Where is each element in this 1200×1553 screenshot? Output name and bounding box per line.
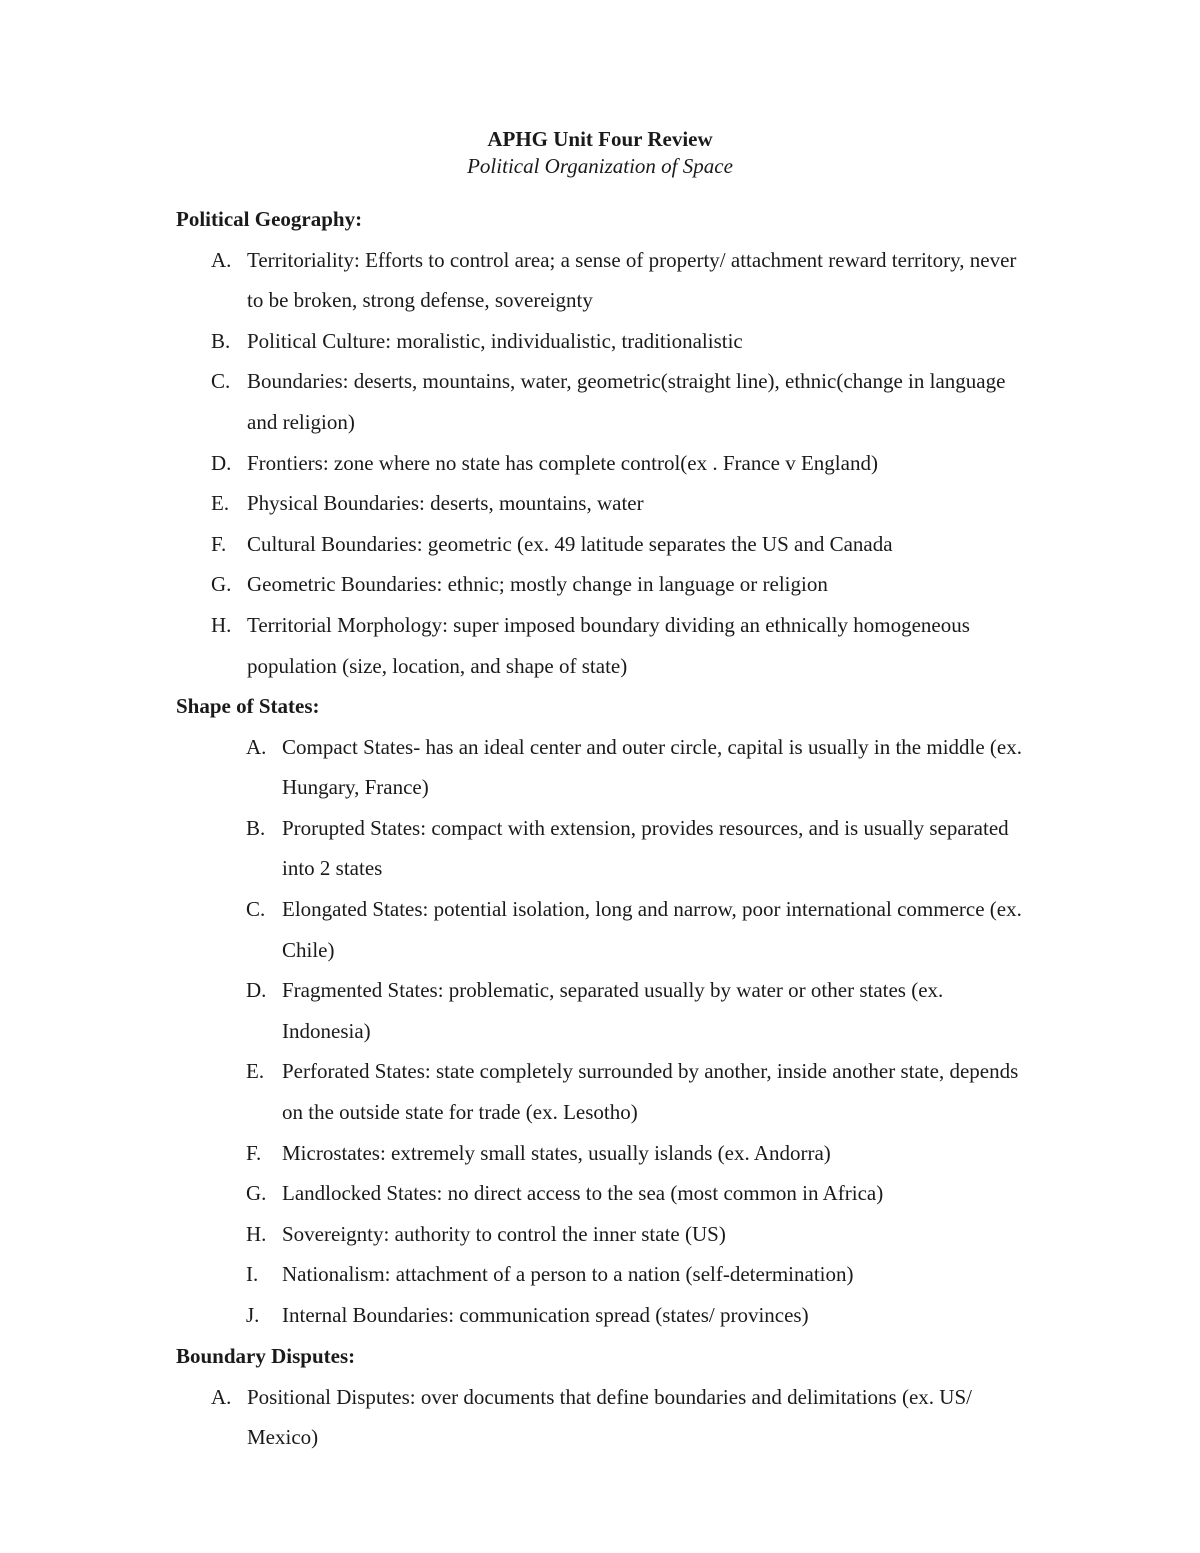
list-item-text: Elongated States: potential isolation, long and narrow, poor international commerce (ex. Chile) <box>282 896 1022 962</box>
list-item <box>176 483 1027 524</box>
section-heading: Political Geography: <box>176 207 363 231</box>
list-item <box>176 1214 1022 1255</box>
list-item-text: Geometric Boundaries: ethnic; mostly change in language or religion <box>247 572 828 597</box>
list-item-text: Cultural Boundaries: geometric (ex. 49 latitude separates the US and Canada <box>247 531 893 556</box>
list-marker: H. <box>246 1221 267 1246</box>
list-marker: D. <box>246 978 267 1003</box>
list-marker: I. <box>246 1262 259 1287</box>
list-marker: A. <box>211 1384 232 1409</box>
list-item <box>176 524 1027 565</box>
list-item-text: Perforated States: state completely surrounded by another, inside another state, depends on the outside state for trade (ex. Lesotho) <box>282 1059 1019 1124</box>
section-political-geography <box>176 199 1140 686</box>
list-item <box>176 889 1022 970</box>
list-marker: D. <box>211 450 232 475</box>
section-heading: Boundary Disputes: <box>176 1344 356 1368</box>
list-marker: G. <box>246 1181 267 1206</box>
list-item <box>176 564 1027 605</box>
document-subtitle: Political Organization of Space <box>467 154 733 178</box>
list-item <box>176 1133 1022 1174</box>
list-marker: C. <box>246 896 266 921</box>
list-item <box>176 361 1027 442</box>
list-marker: J. <box>246 1302 260 1327</box>
item-list <box>176 727 1140 1336</box>
list-item-text: Political Culture: moralistic, individualistic, traditionalistic <box>247 328 743 353</box>
list-item-text: Prorupted States: compact with extension, provides resources, and is usually separated into 2 states <box>282 815 1009 881</box>
list-item <box>176 1051 1022 1132</box>
list-item <box>176 1377 1037 1458</box>
section-heading: Shape of States: <box>176 694 320 718</box>
list-item-text: Landlocked States: no direct access to the sea (most common in Africa) <box>282 1181 884 1206</box>
section-shape-of-states <box>176 686 1140 1336</box>
list-item-text: Territoriality: Efforts to control area; a sense of property/ attachment reward territory, never to be broken, strong defense, sovereignty <box>247 247 1017 313</box>
list-item <box>176 443 1027 484</box>
list-item <box>176 321 1027 362</box>
list-item <box>176 727 1022 808</box>
list-marker: B. <box>211 328 231 353</box>
list-item-text: Boundaries: deserts, mountains, water, geometric(straight line), ethnic(change in language and religion) <box>247 369 1006 434</box>
list-item-text: Fragmented States: problematic, separated usually by water or other states (ex. Indonesia) <box>282 978 944 1043</box>
list-marker: E. <box>211 491 230 516</box>
list-marker: A. <box>246 734 267 759</box>
list-marker: F. <box>211 531 227 556</box>
list-item-text: Compact States- has an ideal center and outer circle, capital is usually in the middle (ex. Hungary, France) <box>282 734 1022 800</box>
list-marker: B. <box>246 815 266 840</box>
item-list <box>176 240 1140 687</box>
list-marker: G. <box>211 572 232 597</box>
list-item <box>176 605 1027 686</box>
list-marker: E. <box>246 1059 265 1084</box>
list-item-text: Physical Boundaries: deserts, mountains, water <box>247 491 644 516</box>
list-item-text: Internal Boundaries: communication spread (states/ provinces) <box>282 1302 809 1327</box>
list-item-text: Territorial Morphology: super imposed boundary dividing an ethnically homogeneous population (size, location, and shape of state) <box>247 612 970 678</box>
item-list <box>176 1377 1140 1458</box>
section-boundary-disputes <box>176 1336 1140 1458</box>
list-item <box>176 1254 1022 1295</box>
list-item <box>176 808 1022 889</box>
list-item <box>176 240 1027 321</box>
list-item-text: Sovereignty: authority to control the inner state (US) <box>282 1221 726 1246</box>
list-item-text: Microstates: extremely small states, usually islands (ex. Andorra) <box>282 1140 831 1165</box>
list-marker: A. <box>211 247 232 272</box>
list-item <box>176 1173 1022 1214</box>
list-item <box>176 1295 1022 1336</box>
list-marker: H. <box>211 612 232 637</box>
list-marker: C. <box>211 369 231 394</box>
list-item-text: Nationalism: attachment of a person to a nation (self-determination) <box>282 1262 854 1287</box>
list-item-text: Frontiers: zone where no state has complete control(ex . France v England) <box>247 450 878 475</box>
list-marker: F. <box>246 1140 262 1165</box>
list-item-text: Positional Disputes: over documents that define boundaries and delimitations (ex. US/ Mexico) <box>247 1384 972 1450</box>
document-title: APHG Unit Four Review <box>487 127 713 151</box>
list-item <box>176 970 1022 1051</box>
